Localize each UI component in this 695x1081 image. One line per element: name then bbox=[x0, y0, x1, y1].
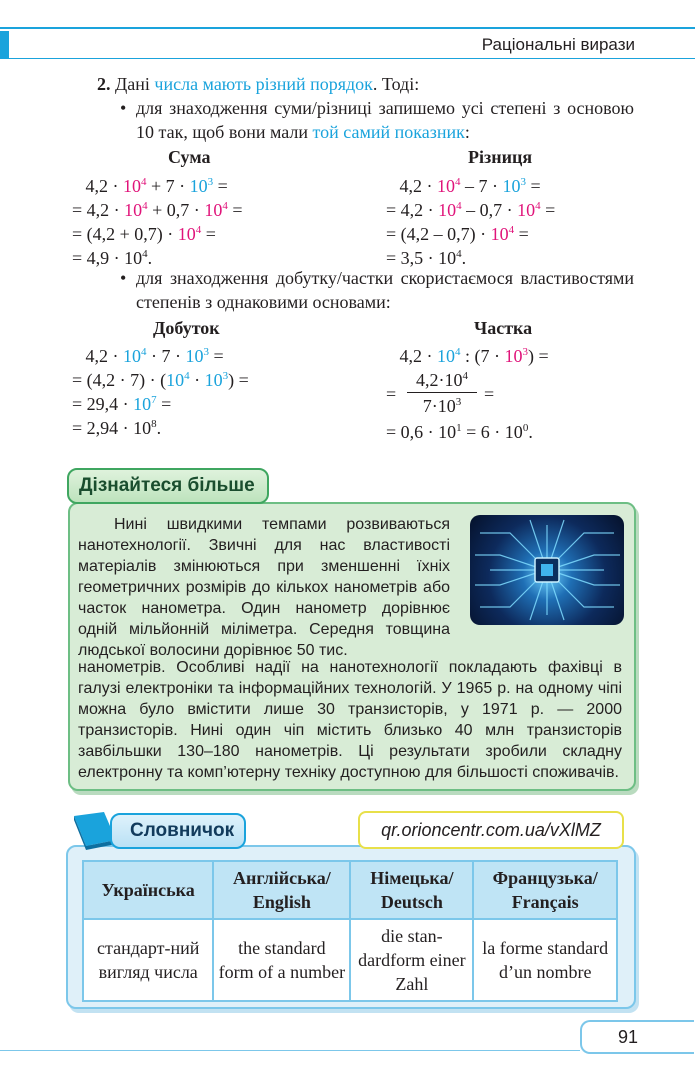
dictionary-title: Словничок bbox=[130, 820, 235, 841]
quotient-result: = $0,6 \cdot 10^1 = 6 \cdot 10^0$. bbox=[386, 422, 533, 442]
qr-link[interactable]: qr.orioncentr.com.ua/vXlMZ bbox=[358, 811, 624, 849]
bullet-sum-diff bbox=[136, 96, 634, 144]
col-english: Англійська/ English bbox=[213, 861, 350, 919]
heading-product: Добуток bbox=[153, 318, 220, 338]
bullet-product-quotient: • для знаходження добутку/частки скористаємося властивостями степенів з однаковими основами: bbox=[136, 266, 634, 314]
lead-pre: Дані bbox=[115, 74, 155, 94]
bullet1-pre: для знаходження суми/різниці запишемо усі степені з основою 10 так, щоб вони мали bbox=[136, 98, 634, 142]
col-french: Французька/ Français bbox=[473, 861, 617, 919]
dictionary-table bbox=[82, 860, 618, 1002]
quotient-fraction-eq2: = bbox=[484, 384, 495, 404]
info-tab bbox=[67, 468, 269, 504]
footer-rule bbox=[0, 1050, 580, 1051]
quotient-fraction: $4,2\cdot 10^4$ $7\cdot 10^3$ bbox=[407, 368, 477, 419]
quotient-derivation: $4,2 \cdot 10^4$ : $(7 \cdot 10^3)$ = bbox=[386, 346, 549, 366]
bullet1-post: : bbox=[464, 122, 470, 142]
cell-ukrainian: стандарт-ний вигляд числа bbox=[83, 919, 213, 1001]
cell-french: la forme standard d’un nombre bbox=[473, 919, 617, 1001]
col-ukrainian: Українська bbox=[83, 861, 213, 919]
quotient-fraction-eq: = bbox=[386, 384, 397, 404]
section-title: Раціональні вирази bbox=[481, 35, 635, 54]
header-rule-bottom bbox=[0, 58, 695, 59]
item-2-lead bbox=[97, 72, 637, 96]
bullet1-highlight: той самий показник bbox=[312, 122, 465, 142]
microchip-circuit-image bbox=[470, 515, 624, 625]
heading-sum: Сума bbox=[168, 147, 211, 167]
header-rule bbox=[0, 27, 695, 29]
diff-derivation: $4,2 \cdot 10^4 - 7 \cdot 10^3$ = = $4,2 \cdot 10^4 - 0,7 \cdot 10^4$ = = $(4,2 - 0,7) \cdot 10^4$ = = $3,5 \cdot 10^4$. bbox=[386, 176, 556, 268]
cell-english: the standard form of a number bbox=[213, 919, 350, 1001]
item-number: 2. bbox=[97, 74, 111, 94]
heading-quotient: Частка bbox=[474, 318, 533, 338]
page-number: 91 bbox=[580, 1020, 694, 1054]
lead-highlight: числа мають різний порядок bbox=[154, 74, 373, 94]
circuit-icon bbox=[470, 515, 624, 625]
info-title: Дізнайтеся більше bbox=[79, 475, 255, 496]
table-row bbox=[83, 919, 617, 1001]
lead-post: . Тоді: bbox=[372, 74, 420, 94]
cell-german: die stan-dardform einer Zahl bbox=[350, 919, 473, 1001]
info-text-top: Нині швидкими темпами розвиваються нанотехнології. Звичні для нас властивості матеріалів змінюються при зменшенні їхніх геометричних розмірів до кількох нанометрів або часток нанометра. Один нанометр дорівнює одній мільйонній міліметра. Середня товщина людської волосини дорівнює 50 тис. bbox=[78, 516, 450, 659]
product-derivation: $4,2 \cdot 10^4 \cdot 7 \cdot 10^3$ = = $(4,2 \cdot 7) \cdot (10^4 \cdot 10^3)$ = = $29,4 \cdot 10^7$ = = $2,94 \cdot 10^8$. bbox=[72, 346, 249, 438]
dictionary-tab bbox=[110, 813, 246, 849]
header-accent-bar bbox=[0, 31, 9, 59]
sum-derivation: $4,2 \cdot 10^4 + 7 \cdot 10^3$ = = $4,2 \cdot 10^4 + 0,7 \cdot 10^4$ = = $(4,2 + 0,7) \cdot 10^4$ = = $4,9 \cdot 10^4$. bbox=[72, 176, 243, 268]
col-german: Німецька/ Deutsch bbox=[350, 861, 473, 919]
heading-diff: Різниця bbox=[468, 147, 533, 167]
dictionary-header-row bbox=[83, 861, 617, 919]
info-text-bottom: нанометрів. Особливі надії на нанотехнології покладають фахівці в галузі електроніки та інформаційних технологій. У 1965 р. на одному чіпі можна було вмістити лише 30 транзисторів, у 1971 р. — 2000 транзисторів. Нині один чіп містить близько 40 млн транзисторів завбільшки 130–180 нанометрів. Ці результати зробили складну електронну та комп’ютерну техніку доступною для більшості споживачів. bbox=[78, 659, 622, 781]
